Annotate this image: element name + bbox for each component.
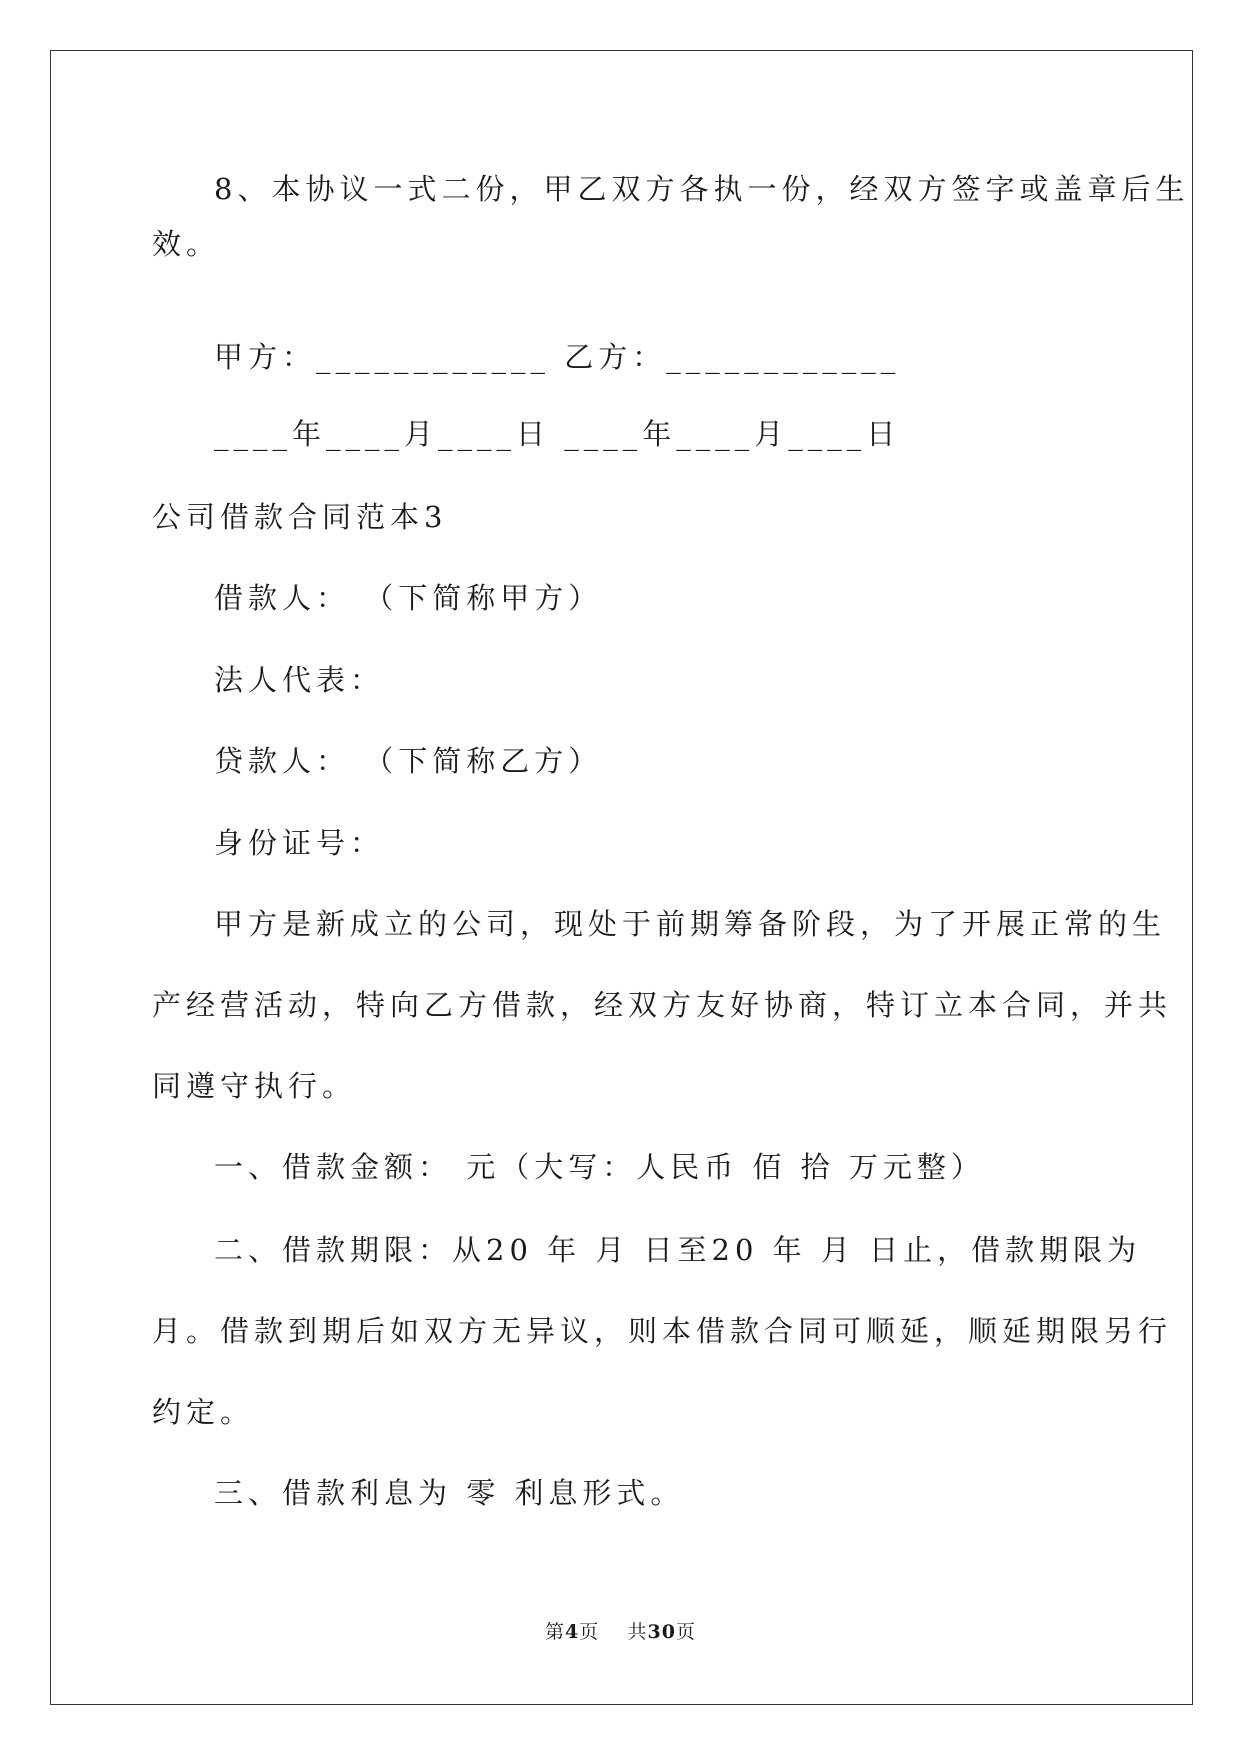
legal-representative-line: 法人代表：: [214, 663, 385, 697]
clause-line: 月。借款到期后如双方无异议，则本借款合同可顺延，顺延期限另行: [152, 1314, 1173, 1348]
page-footer: [0, 1617, 1241, 1644]
id-number-line: 身份证号：: [214, 826, 385, 860]
paragraph-line: 产经营活动，特向乙方借款，经双方友好协商，特订立本合同，并共: [152, 988, 1173, 1022]
footer-page-suffix: 页: [579, 1621, 600, 1643]
clause-line: 二、借款期限：从20 年 月 日至20 年 月 日止，借款期限为: [214, 1233, 1142, 1267]
section-title: 公司借款合同范本3: [152, 500, 448, 534]
clause-line: 一、借款金额： 元（大写：人民币 佰 拾 万元整）: [214, 1150, 985, 1184]
paragraph-line: 8、本协议一式二份，甲乙双方各执一份，经双方签字或盖章后生: [214, 172, 1190, 206]
borrower-line: 借款人： （下简称甲方）: [214, 581, 603, 615]
clause-line: 约定。: [152, 1395, 255, 1429]
lender-line: 贷款人： （下简称乙方）: [214, 744, 603, 778]
footer-total-suffix: 页: [675, 1621, 696, 1643]
paragraph-line: 甲方是新成立的公司，现处于前期筹备阶段，为了开展正常的生: [214, 907, 1167, 941]
total-pages-number: 30: [647, 1621, 676, 1643]
footer-total-prefix: 共: [627, 1621, 648, 1643]
paragraph-line: 同遵守执行。: [152, 1069, 357, 1103]
page-border: [50, 50, 1193, 1705]
current-page-number: 4: [565, 1621, 580, 1643]
date-line: ____年____月____日 ____年____月____日: [214, 417, 901, 451]
paragraph-line: 效。: [152, 227, 221, 261]
signature-line: 甲方：____________ 乙方：____________: [214, 340, 901, 374]
clause-line: 三、借款利息为 零 利息形式。: [214, 1476, 685, 1510]
footer-prefix: 第: [545, 1621, 566, 1643]
